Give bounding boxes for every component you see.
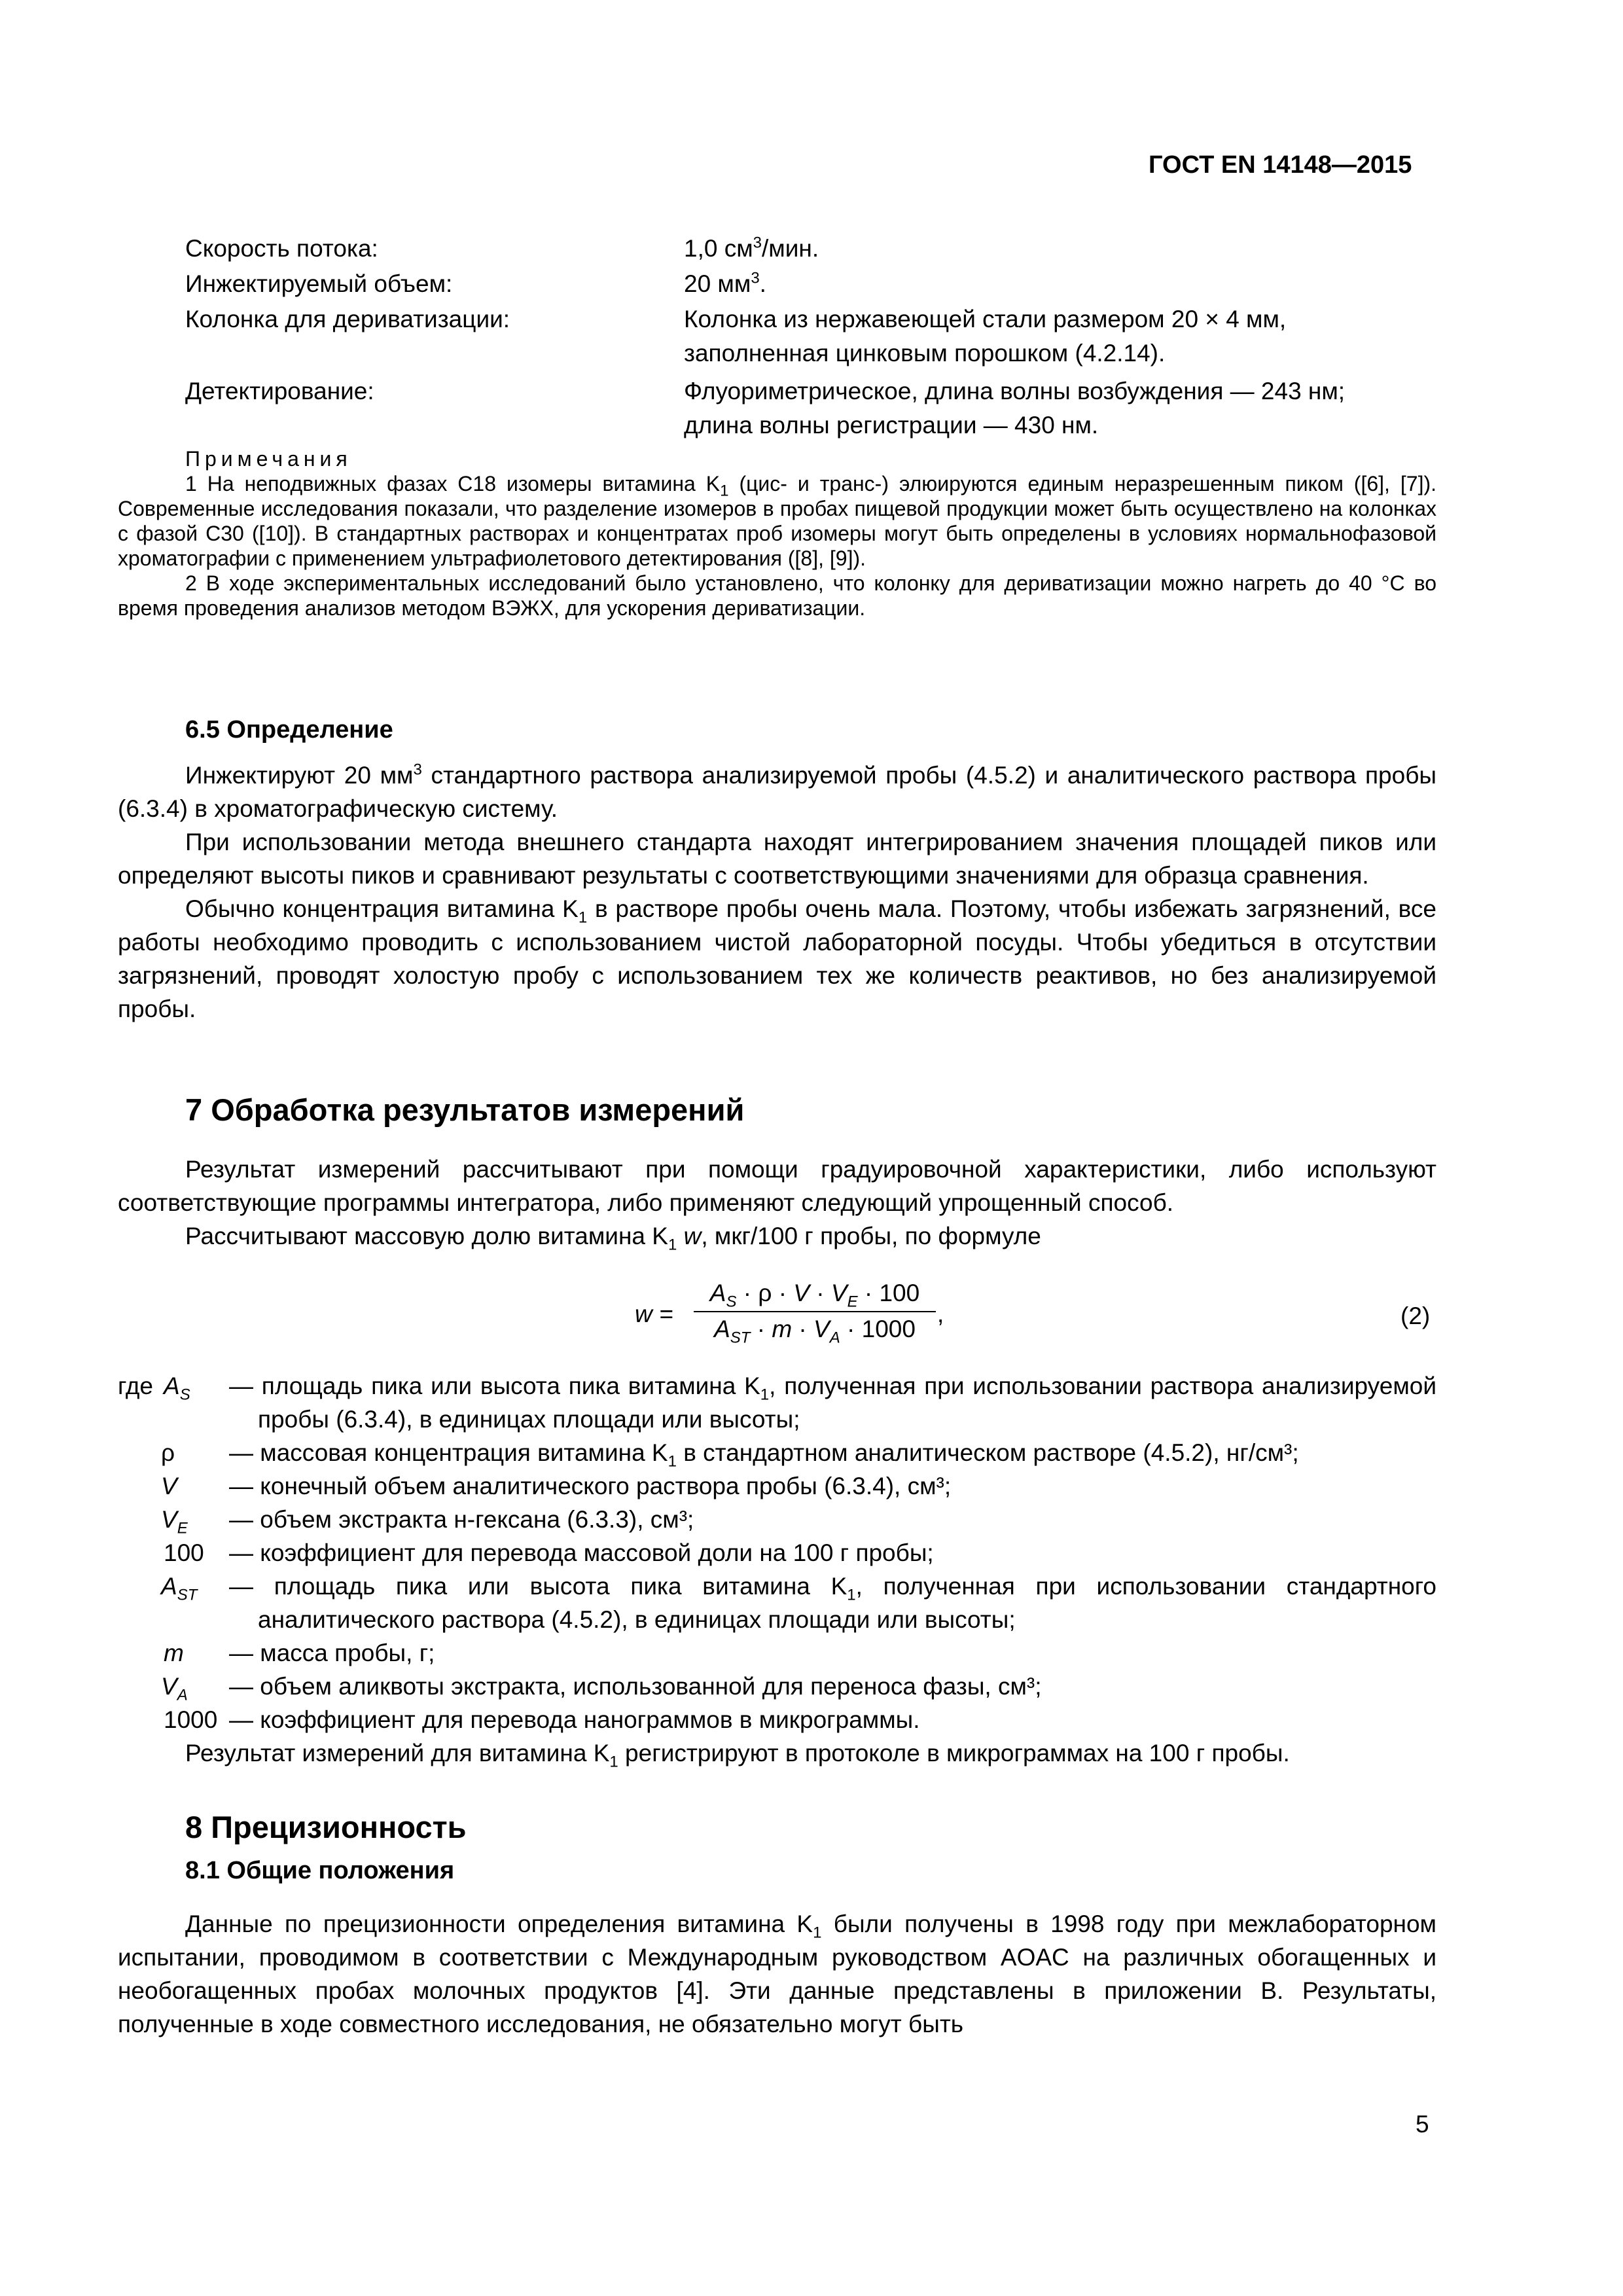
formula-legend [118,1369,1436,1770]
formula-lhs: w = [635,1300,673,1327]
document-id: ГОСТ EN 14148—2015 [1149,151,1412,179]
legend-text: — площадь пика или высота пика витамина $K_1$, полученная при использовании стандартного аналитического раствора (4.5.2), в единицах площади или высоты; [229,1573,1436,1633]
subsection-heading: 8.1 Общие положения [185,1857,455,1884]
formula-fraction [694,1276,936,1346]
legend-row [118,1436,1436,1469]
section-heading: 6.5 Определение [185,716,393,744]
formula-trail: , [937,1300,944,1327]
legend-row [118,1503,1436,1536]
legend-text: — объем экстракта н-гексана (6.3.3), см³; [229,1506,694,1533]
legend-symbol: 100 [164,1539,204,1566]
where-label: где [118,1372,154,1399]
legend-text: — масса пробы, г; [229,1640,435,1666]
param-label: Инжектируемый объем: [185,270,453,297]
formula-number: (2) [1400,1302,1431,1329]
param-row-flow [0,232,1623,266]
legend-text: — массовая концентрация витамина $K_1$ в стандартном аналитическом растворе (4.5.2), нг/см³; [229,1439,1299,1471]
legend-row [118,1670,1436,1703]
formula-numerator: $A_S \cdot \rho \cdot V \cdot V_E \cdot 100$ [694,1276,936,1312]
legend-symbol: ρ [161,1439,175,1466]
param-label: Скорость потока: [185,235,378,262]
paragraph: Обычно концентрация витамина $K_1$ в растворе пробы очень мала. Поэтому, чтобы избежать загрязнений, все работы необходимо проводить с использованием чистой лабораторной посуды. Чтобы убедиться в отсутствии загрязнений, проводят холостую пробу с использованием тех же количеств реактивов, но без анализируемой пробы. [118,895,1436,1022]
notes-block [118,446,1436,620]
note-2: 2 В ходе экспериментальных исследований было установлено, что колонку для дериватизации можно нагреть до 40 °C во время проведения анализов методом ВЭЖХ, для ускорения дериватизации. [118,571,1436,620]
note-1: 1 На неподвижных фазах C18 изомеры витамина $K_1$ (цис- и транс-) элюируются единым неразрешенным пиком ([6], [7]). Современные исследования показали, что разделение изомеров в пробах пищевой продукции может быть осуществлено на колонках с фазой C30 ([10]). В стандартных растворах и концентратах проб изомеры могут быть определены в условиях нормальнофазовой хроматографии с применением ультрафиолетового детектирования ([8], [9]). [118,472,1437,570]
paragraph: Инжектируют 20 $мм^3$ стандартного раствора анализируемой пробы (4.5.2) и аналитического раствора пробы (6.3.4) в хроматографическую систему. [118,761,1436,822]
param-row-detection [0,374,1623,442]
section-6-5 [118,713,1436,1026]
legend-row [118,1636,1436,1670]
legend-row [118,1369,1436,1436]
legend-row [118,1570,1436,1636]
legend-symbol: $A_S$ [164,1372,190,1404]
legend-symbol: 1000 [164,1706,218,1733]
formula-denominator: $A_{ST} \cdot m \cdot V_A \cdot 1000$ [714,1316,916,1347]
legend-symbol: $V_E$ [161,1506,188,1537]
section-8 [118,1810,1436,2041]
legend-symbol: $A_{ST}$ [161,1573,198,1604]
param-value: Колонка из нержавеющей стали размером 20 × 4 мм, заполненная цинковым порошком (4.2.14). [684,306,1287,367]
param-value: 1,0 $см^3$/мин. [684,234,819,262]
legend-text: — объем аликвоты экстракта, использованной для переноса фазы, см³; [229,1673,1042,1700]
legend-row [118,1703,1436,1736]
legend-text: — конечный объем аналитического раствора пробы (6.3.4), см³; [229,1473,952,1499]
paragraph: Рассчитывают массовую долю витамина $K_1$ w, мкг/100 г пробы, по формуле [185,1223,1041,1254]
legend-text: — коэффициент для перевода нанограммов в микрограммы. [229,1706,920,1733]
paragraph: Данные по прецизионности определения витамина $K_1$ были получены в 1998 году при межлабораторном испытании, проводимом в соответствии с Международным руководством AOAC на различных обогащенных и необогащенных пробах молочных продуктов [4]. Эти данные представлены в приложении B. Результаты, полученные в ходе совместного исследования, не обязательно могут быть [118,1910,1436,2037]
section-7 [118,1093,1436,1253]
param-value: 20 $мм^3$. [684,269,766,297]
legend-row [118,1469,1436,1503]
paragraph: При использовании метода внешнего стандарта находят интегрированием значения площадей пиков или определяют высоты пиков и сравнивают результаты с соответствующими значениями для образца сравнения. [118,829,1436,889]
param-row-column [0,302,1623,370]
notes-title: Примечания [185,447,352,471]
legend-text: — площадь пика или высота пика витамина $K_1$, полученная при использовании раствора анализируемой пробы (6.3.4), в единицах площади или высоты; [229,1372,1437,1433]
legend-text: — коэффициент для перевода массовой доли на 100 г пробы; [229,1539,934,1566]
section-heading: 7 Обработка результатов измерений [185,1092,745,1127]
formula-2 [635,1276,962,1355]
legend-symbol: m [164,1640,184,1666]
param-label: Детектирование: [185,378,374,404]
legend-symbol: $V_A$ [161,1673,188,1704]
param-value: Флуориметрическое, длина волны возбуждения — 243 нм; длина волны регистрации — 430 нм. [684,378,1346,439]
legend-row [118,1536,1436,1570]
paragraph: Результат измерений для витамина $K_1$ регистрируют в протоколе в микрограммах на 100 г пробы. [185,1740,1290,1771]
section-heading: 8 Прецизионность [185,1810,467,1844]
page-number: 5 [1416,2111,1429,2138]
param-row-volume [0,267,1623,301]
param-label: Колонка для дериватизации: [185,306,510,332]
legend-symbol: V [161,1473,177,1499]
paragraph: Результат измерений рассчитывают при помощи градуировочной характеристики, либо используют соответствующие программы интегратора, либо применяют следующий упрощенный способ. [118,1156,1436,1216]
